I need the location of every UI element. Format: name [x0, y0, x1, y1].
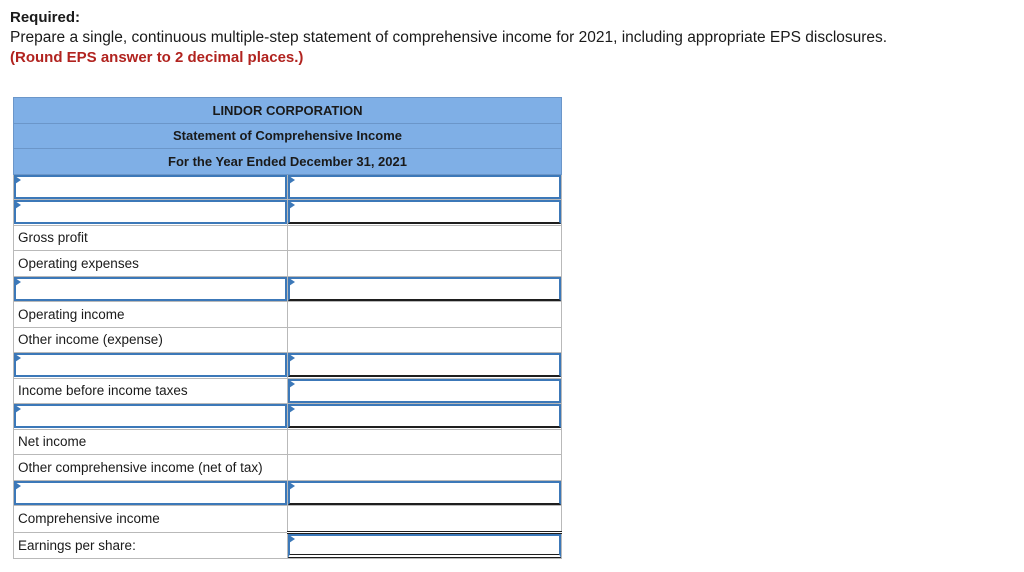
amount-input[interactable] — [288, 481, 561, 505]
line-item-dropdown[interactable] — [14, 277, 287, 301]
company-name: LINDOR CORPORATION — [14, 98, 562, 124]
amount-cell[interactable] — [288, 225, 562, 251]
amount-cell[interactable] — [288, 455, 562, 481]
amount-cell[interactable] — [288, 327, 562, 353]
line-item-dropdown[interactable] — [14, 353, 287, 377]
row-label-other-comprehensive-income: Other comprehensive income (net of tax) — [14, 455, 288, 481]
table-row — [14, 302, 562, 328]
table-row — [14, 429, 562, 455]
required-heading: Required: — [10, 9, 81, 26]
amount-cell[interactable] — [288, 302, 562, 328]
amount-cell[interactable] — [288, 506, 562, 533]
amount-input[interactable] — [288, 379, 561, 403]
instructions — [10, 8, 1010, 68]
table-row — [14, 455, 562, 481]
row-label-gross-profit: Gross profit — [14, 225, 288, 251]
eps-input[interactable] — [288, 534, 561, 558]
amount-input[interactable] — [288, 175, 561, 199]
statement-title: Statement of Comprehensive Income — [14, 123, 562, 149]
line-item-dropdown[interactable] — [14, 175, 287, 199]
row-label-earnings-per-share: Earnings per share: — [14, 532, 288, 559]
amount-cell[interactable] — [288, 251, 562, 277]
amount-input[interactable] — [288, 353, 561, 377]
table-row — [14, 225, 562, 251]
income-statement-table — [13, 97, 562, 559]
table-row — [14, 200, 562, 226]
row-label-operating-income: Operating income — [14, 302, 288, 328]
table-row — [14, 174, 562, 200]
amount-input[interactable] — [288, 277, 561, 301]
amount-input[interactable] — [288, 404, 561, 428]
table-row — [14, 353, 562, 379]
table-row — [14, 532, 562, 559]
table-row — [14, 480, 562, 506]
amount-cell[interactable] — [288, 429, 562, 455]
table-row — [14, 404, 562, 430]
line-item-dropdown[interactable] — [14, 481, 287, 505]
table-row — [14, 378, 562, 404]
row-label-net-income: Net income — [14, 429, 288, 455]
table-row — [14, 506, 562, 533]
rounding-note: (Round EPS answer to 2 decimal places.) — [10, 49, 304, 66]
row-label-operating-expenses: Operating expenses — [14, 251, 288, 277]
amount-input[interactable] — [288, 200, 561, 224]
row-label-other-income: Other income (expense) — [14, 327, 288, 353]
table-row — [14, 276, 562, 302]
line-item-dropdown[interactable] — [14, 404, 287, 428]
table-row — [14, 251, 562, 277]
table-row — [14, 327, 562, 353]
row-label-comprehensive-income: Comprehensive income — [14, 506, 288, 533]
line-item-dropdown[interactable] — [14, 200, 287, 224]
row-label-income-before-taxes: Income before income taxes — [14, 378, 288, 404]
statement-period: For the Year Ended December 31, 2021 — [14, 149, 562, 175]
question-prompt: Prepare a single, continuous multiple-step statement of comprehensive income for 2021, including appropriate EPS disclosures. — [10, 29, 888, 46]
